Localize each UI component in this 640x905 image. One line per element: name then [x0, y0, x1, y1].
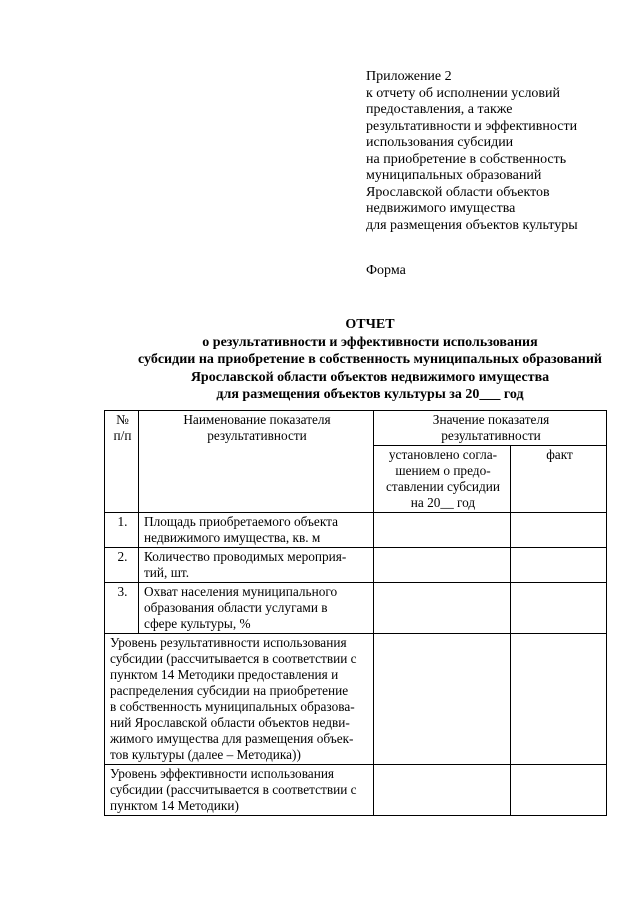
header-indicator-value [374, 411, 607, 446]
appendix-line: недвижимого имущества [366, 201, 516, 216]
report-title-line: о результативности и эффективности использования [202, 334, 538, 350]
row-indicator-name [139, 548, 374, 583]
summary-line: Уровень эффективности использования [110, 766, 335, 781]
summary-effectiveness-result [105, 634, 374, 765]
report-table [104, 410, 607, 816]
row-name-line: сфере культуры, % [144, 616, 251, 631]
header-established-line: шением о предо- [395, 463, 491, 478]
header-indicator-name [139, 411, 374, 513]
header-value-line: результативности [441, 428, 541, 443]
row-indicator-name [139, 513, 374, 548]
row-num: 1. [105, 513, 139, 548]
table-row [105, 513, 607, 548]
row-name-line: Охват населения муниципального [144, 584, 338, 599]
summary-line: ний Ярославской области объектов недви- [110, 715, 350, 730]
header-num [105, 411, 139, 513]
table-row [105, 548, 607, 583]
summary-row [105, 765, 607, 816]
row-name-line: образования области услугами в [144, 600, 328, 615]
summary-line: субсидии (рассчитывается в соответствии с [110, 651, 357, 666]
row-num: 3. [105, 583, 139, 634]
row-established-cell[interactable] [374, 513, 511, 548]
summary-line: пунктом 14 Методики) [110, 798, 239, 813]
appendix-line: результативности и эффективности [366, 118, 578, 134]
header-established-line: ставлении субсидии [385, 479, 501, 494]
header-num-line: п/п [113, 428, 132, 443]
summary-established-cell[interactable] [374, 765, 511, 816]
header-established-line: на 20__ год [410, 495, 476, 510]
appendix-line: использования субсидии [366, 135, 514, 150]
summary-line: тов культуры (далее – Методика)) [110, 747, 301, 762]
row-name-line: Площадь приобретаемого объекта [144, 514, 338, 529]
summary-line: субсидии (рассчитывается в соответствии с [110, 782, 357, 797]
summary-line: в собственность муниципальных образова- [110, 699, 355, 714]
row-indicator-name [139, 583, 374, 634]
row-num: 2. [105, 548, 139, 583]
header-value-line: Значение показателя [432, 412, 550, 427]
report-title [90, 316, 640, 404]
appendix-line: Ярославской области объектов [366, 184, 550, 200]
row-name-line: тий, шт. [144, 565, 190, 580]
row-fact-cell[interactable] [511, 583, 607, 634]
form-label: Форма [366, 263, 406, 278]
summary-line: распределения субсидии на приобретение [110, 683, 349, 698]
row-established-cell[interactable] [374, 548, 511, 583]
header-fact: факт [511, 446, 607, 513]
row-name-line: Количество проводимых мероприя- [144, 549, 347, 564]
report-heading: ОТЧЕТ [345, 317, 395, 332]
summary-row [105, 634, 607, 765]
summary-fact-cell[interactable] [511, 765, 607, 816]
table-header-row [105, 411, 607, 446]
summary-efficiency [105, 765, 374, 816]
header-num-line: № [116, 412, 129, 427]
report-title-line: для размещения объектов культуры за 20___ год [216, 387, 524, 402]
appendix-line: для размещения объектов культуры [366, 217, 578, 233]
appendix-line: Приложение 2 [366, 69, 452, 84]
appendix-line: предоставления, а также [366, 102, 513, 117]
appendix-block [366, 69, 636, 234]
summary-line: пунктом 14 Методики предоставления и [110, 667, 339, 682]
summary-fact-cell[interactable] [511, 634, 607, 765]
header-established [374, 446, 511, 513]
header-name-line: результативности [207, 428, 307, 443]
row-established-cell[interactable] [374, 583, 511, 634]
header-name-line: Наименование показателя [183, 412, 331, 427]
appendix-line: на приобретение в собственность [366, 151, 567, 167]
row-fact-cell[interactable] [511, 548, 607, 583]
table-row [105, 583, 607, 634]
header-established-line: установлено согла- [388, 447, 498, 462]
row-fact-cell[interactable] [511, 513, 607, 548]
summary-established-cell[interactable] [374, 634, 511, 765]
report-title-line: Ярославской области объектов недвижимого имущества [190, 369, 550, 385]
summary-line: Уровень результативности использования [110, 635, 347, 650]
appendix-line: к отчету об исполнении условий [366, 85, 561, 101]
appendix-line: муниципальных образований [366, 168, 542, 183]
row-name-line: недвижимого имущества, кв. м [144, 530, 321, 545]
summary-line: жимого имущества для размещения объек- [110, 731, 354, 746]
report-title-line: субсидии на приобретение в собственность муниципальных образований [137, 352, 603, 367]
